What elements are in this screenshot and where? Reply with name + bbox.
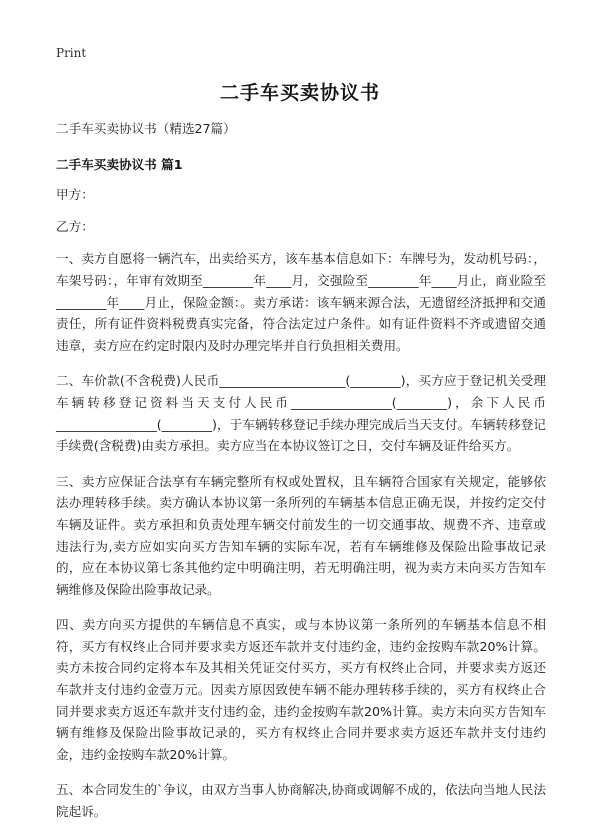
clause-4: 四、卖方向买方提供的车辆信息不真实，或与本协议第一条所列的车辆基本信息不相符，买方有权终止合同并要求卖方返还车款并支付违约金，违约金按购车款20%计算。卖方未按合同约定将本车及其相关凭证交付买方，买方有权终止合同，并要求卖方返还车款并支付违约金壹万元。因卖方原因致使车辆不能办理转移手续的，买方有权终止合同并要求卖方返还车款并支付违约金，违约金按购车款20%计算。卖方未向买方告知车辆有维修及保险出险事故记录的，买方有权终止合同并要求卖方返还车款并支付违约金，违约金按购车款20%计算。 (56, 617, 546, 762)
party-b-label: 乙方： (56, 218, 94, 234)
document-subtitle: 二手车买卖协议书（精选27篇） (56, 121, 236, 136)
clause-3: 三、卖方应保证合法享有车辆完整所有权或处置权，且车辆符合国家有关规定，能够依法办理转移手续。卖方确认本协议第一条所列的车辆基本信息正确无误，并按约定交付车辆及证件。卖方承担和负责处理车辆交付前发生的一切交通事故、规费不齐、违章或违法行为,卖方应如实向买方告知车辆的实际车况，若有车辆维修及保险出险事故记录的，应在本协议第七条其他约定中明确注明，若无明确注明，视为卖方未向买方告知车辆维修及保险出险事故记录。 (56, 473, 546, 597)
print-link[interactable]: Print (56, 46, 87, 60)
document-body (56, 118, 546, 837)
clause-5: 五、本合同发生的`争议，由双方当事人协商解决,协商或调解不成的，依法向当地人民法院起诉。 (56, 782, 546, 820)
section-heading: 二手车买卖协议书 篇1 (56, 156, 183, 172)
clause-2: 二、车价款(不含税费)人民币____________________(________)，买方应于登记机关受理车辆转移登记资料当天支付人民币________________(________)，余下人民币________________(________)，于车辆转移登记手续办理完成后当天支付。车辆转移登记手续费(含税费)由卖方承担。卖方应当在本协议签订之日，交付车辆及证件给买方。 (56, 373, 546, 454)
party-a-label: 甲方： (56, 187, 94, 203)
clause-1: 一、卖方自愿将一辆汽车，出卖给买方，该车基本信息如下：车牌号为，发动机号码：，车架号码：，年审有效期至________年____月，交强险至________年____月止，商业险至________年____月止，保险金额：。卖方承诺：该车辆来源合法，无遗留经济抵押和交通责任，所有证件资料税费真实完备，符合法定过户条件。如有证件资料不齐或遗留交通违章，卖方应在约定时限内及时办理完毕并自行负担相关费用。 (56, 251, 546, 353)
document-title: 二手车买卖协议书 (219, 82, 380, 104)
